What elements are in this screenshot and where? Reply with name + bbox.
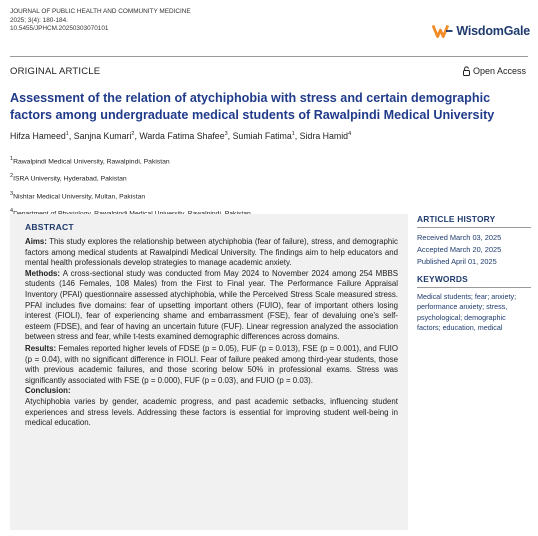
- open-access-label: Open Access: [472, 66, 526, 76]
- author-affiliation-number: 3: [224, 131, 228, 138]
- affiliation-number: 4: [10, 208, 14, 215]
- results-text: Females reported higher levels of FDSE (p = 0.05), FUF (p = 0.013), FSE (p = 0.001), and FUIO (p = 0.04), with no significant difference in FIOLI. Fear of failure peaked among third-year students, those with previous academic failures, and those scoring below 50% in professional exams. Stress was significantly associated with FSE (p = 0.000), FUF (p = 0.03), and FUIO (p = 0.03).: [25, 343, 398, 385]
- author-affiliation-number: 1: [291, 131, 295, 138]
- author-name: Hifza Hameed: [10, 131, 66, 141]
- abstract-results: [25, 344, 398, 386]
- methods-label: Methods:: [25, 268, 61, 278]
- journal-volume: 2025; 3(4): 180-184.: [10, 16, 68, 24]
- abstract-conclusion: [25, 397, 398, 429]
- author-separator: ,: [294, 131, 300, 141]
- publisher-name: WisdomGale: [456, 24, 530, 38]
- affiliation-item: [10, 169, 530, 186]
- author-affiliation-number: 2: [131, 131, 135, 138]
- aims-text: This study explores the relationship between atychiphobia (fear of failure), stress, and demographic factors among medical students at Rawalpindi Medical University. The findings aim to help educators and mental health professionals develop strategies to manage academic anxiety.: [25, 237, 398, 268]
- abstract-box: [10, 214, 408, 530]
- affiliation-list: [10, 152, 530, 222]
- affiliation-text: Nishtar Medical University, Multan, Pakistan: [13, 193, 146, 201]
- affiliation-number: 2: [10, 173, 14, 180]
- article-history: [417, 214, 531, 267]
- journal-info: [10, 8, 191, 34]
- conclusion-label: Conclusion:: [25, 386, 71, 396]
- affiliation-text: ISRA University, Hyderabad, Pakistan: [13, 175, 127, 183]
- author-affiliation-number: 1: [65, 131, 69, 138]
- abstract-conclusion-label: [25, 386, 398, 397]
- author-name: Warda Fatima Shafee: [139, 131, 225, 141]
- results-label: Results:: [25, 343, 57, 353]
- abstract-aims: [25, 237, 398, 269]
- author-affiliation-number: 4: [348, 131, 352, 138]
- author-list: [10, 131, 530, 141]
- publisher-logo[interactable]: [432, 20, 530, 42]
- author-separator: ,: [134, 131, 140, 141]
- affiliation-number: 3: [10, 190, 14, 197]
- author-name: Sanjna Kumari: [73, 131, 132, 141]
- conclusion-text: Atychiphobia varies by gender, academic progress, and past academic setbacks, influencing student experiences and stress levels. Addressing these factors is essential for improving student well-being in medical education.: [25, 396, 398, 428]
- affiliation-text: Rawalpindi Medical University, Rawalpindi, Pakistan: [13, 158, 170, 166]
- history-received: Received March 03, 2025: [417, 233, 502, 242]
- history-heading: ARTICLE HISTORY: [417, 214, 531, 228]
- abstract-heading: ABSTRACT: [25, 222, 74, 232]
- affiliation-number: 1: [10, 156, 14, 162]
- article-title: Assessment of the relation of atychiphobia with stress and certain demographic factors among undergraduate medical students of Rawalpindi Medical University: [10, 91, 495, 122]
- author-name: Sidra Hamid: [299, 131, 349, 141]
- journal-name: JOURNAL OF PUBLIC HEALTH AND COMMUNITY MEDICINE: [10, 8, 191, 15]
- author-separator: ,: [68, 131, 74, 141]
- keywords-heading: KEYWORDS: [417, 274, 531, 288]
- keywords-text: Medical students; fear; anxiety; performance anxiety; stress, psychological; demographic factors; education, medical: [417, 292, 517, 333]
- open-access-badge[interactable]: [463, 66, 526, 76]
- keywords-section: [417, 274, 531, 334]
- methods-text: A cross-sectional study was conducted from May 2024 to November 2024 among 254 MBBS students (146 Females, 108 Males) from the First to Final year. The Performance Failure Appraisal Inventory (PFAI) questionnaire assessed atychiphobia, while the Perceived Stress Scale measured stress. PFAI includes five domains: fear of upsetting important others (FUIO), fear of important others losing interest (FIOLI), fear of experiencing shame and embarrassment (FSE), fear of devaluing one's self-esteem (FDSE), and fear of having an uncertain future (FUF). Linear regression analyzed the association between stress and fear, while t-tests examined demographic differences across domains.: [25, 268, 398, 342]
- article-type: ORIGINAL ARTICLE: [10, 66, 101, 77]
- lock-icon: [463, 66, 470, 76]
- aims-label: Aims:: [25, 237, 47, 246]
- abstract-methods: [25, 269, 398, 343]
- header-divider: [10, 56, 528, 57]
- wisdomgale-logo-icon: [432, 22, 454, 40]
- history-published: Published April 01, 2025: [417, 256, 497, 266]
- affiliation-item: [10, 187, 530, 204]
- journal-doi[interactable]: 10.5455/JPHCM.20250303070101: [10, 25, 109, 33]
- author-name: Sumiah Fatima: [232, 131, 292, 141]
- history-accepted: Accepted March 20, 2025: [417, 244, 502, 254]
- affiliation-item: [10, 152, 530, 169]
- author-separator: ,: [227, 131, 233, 141]
